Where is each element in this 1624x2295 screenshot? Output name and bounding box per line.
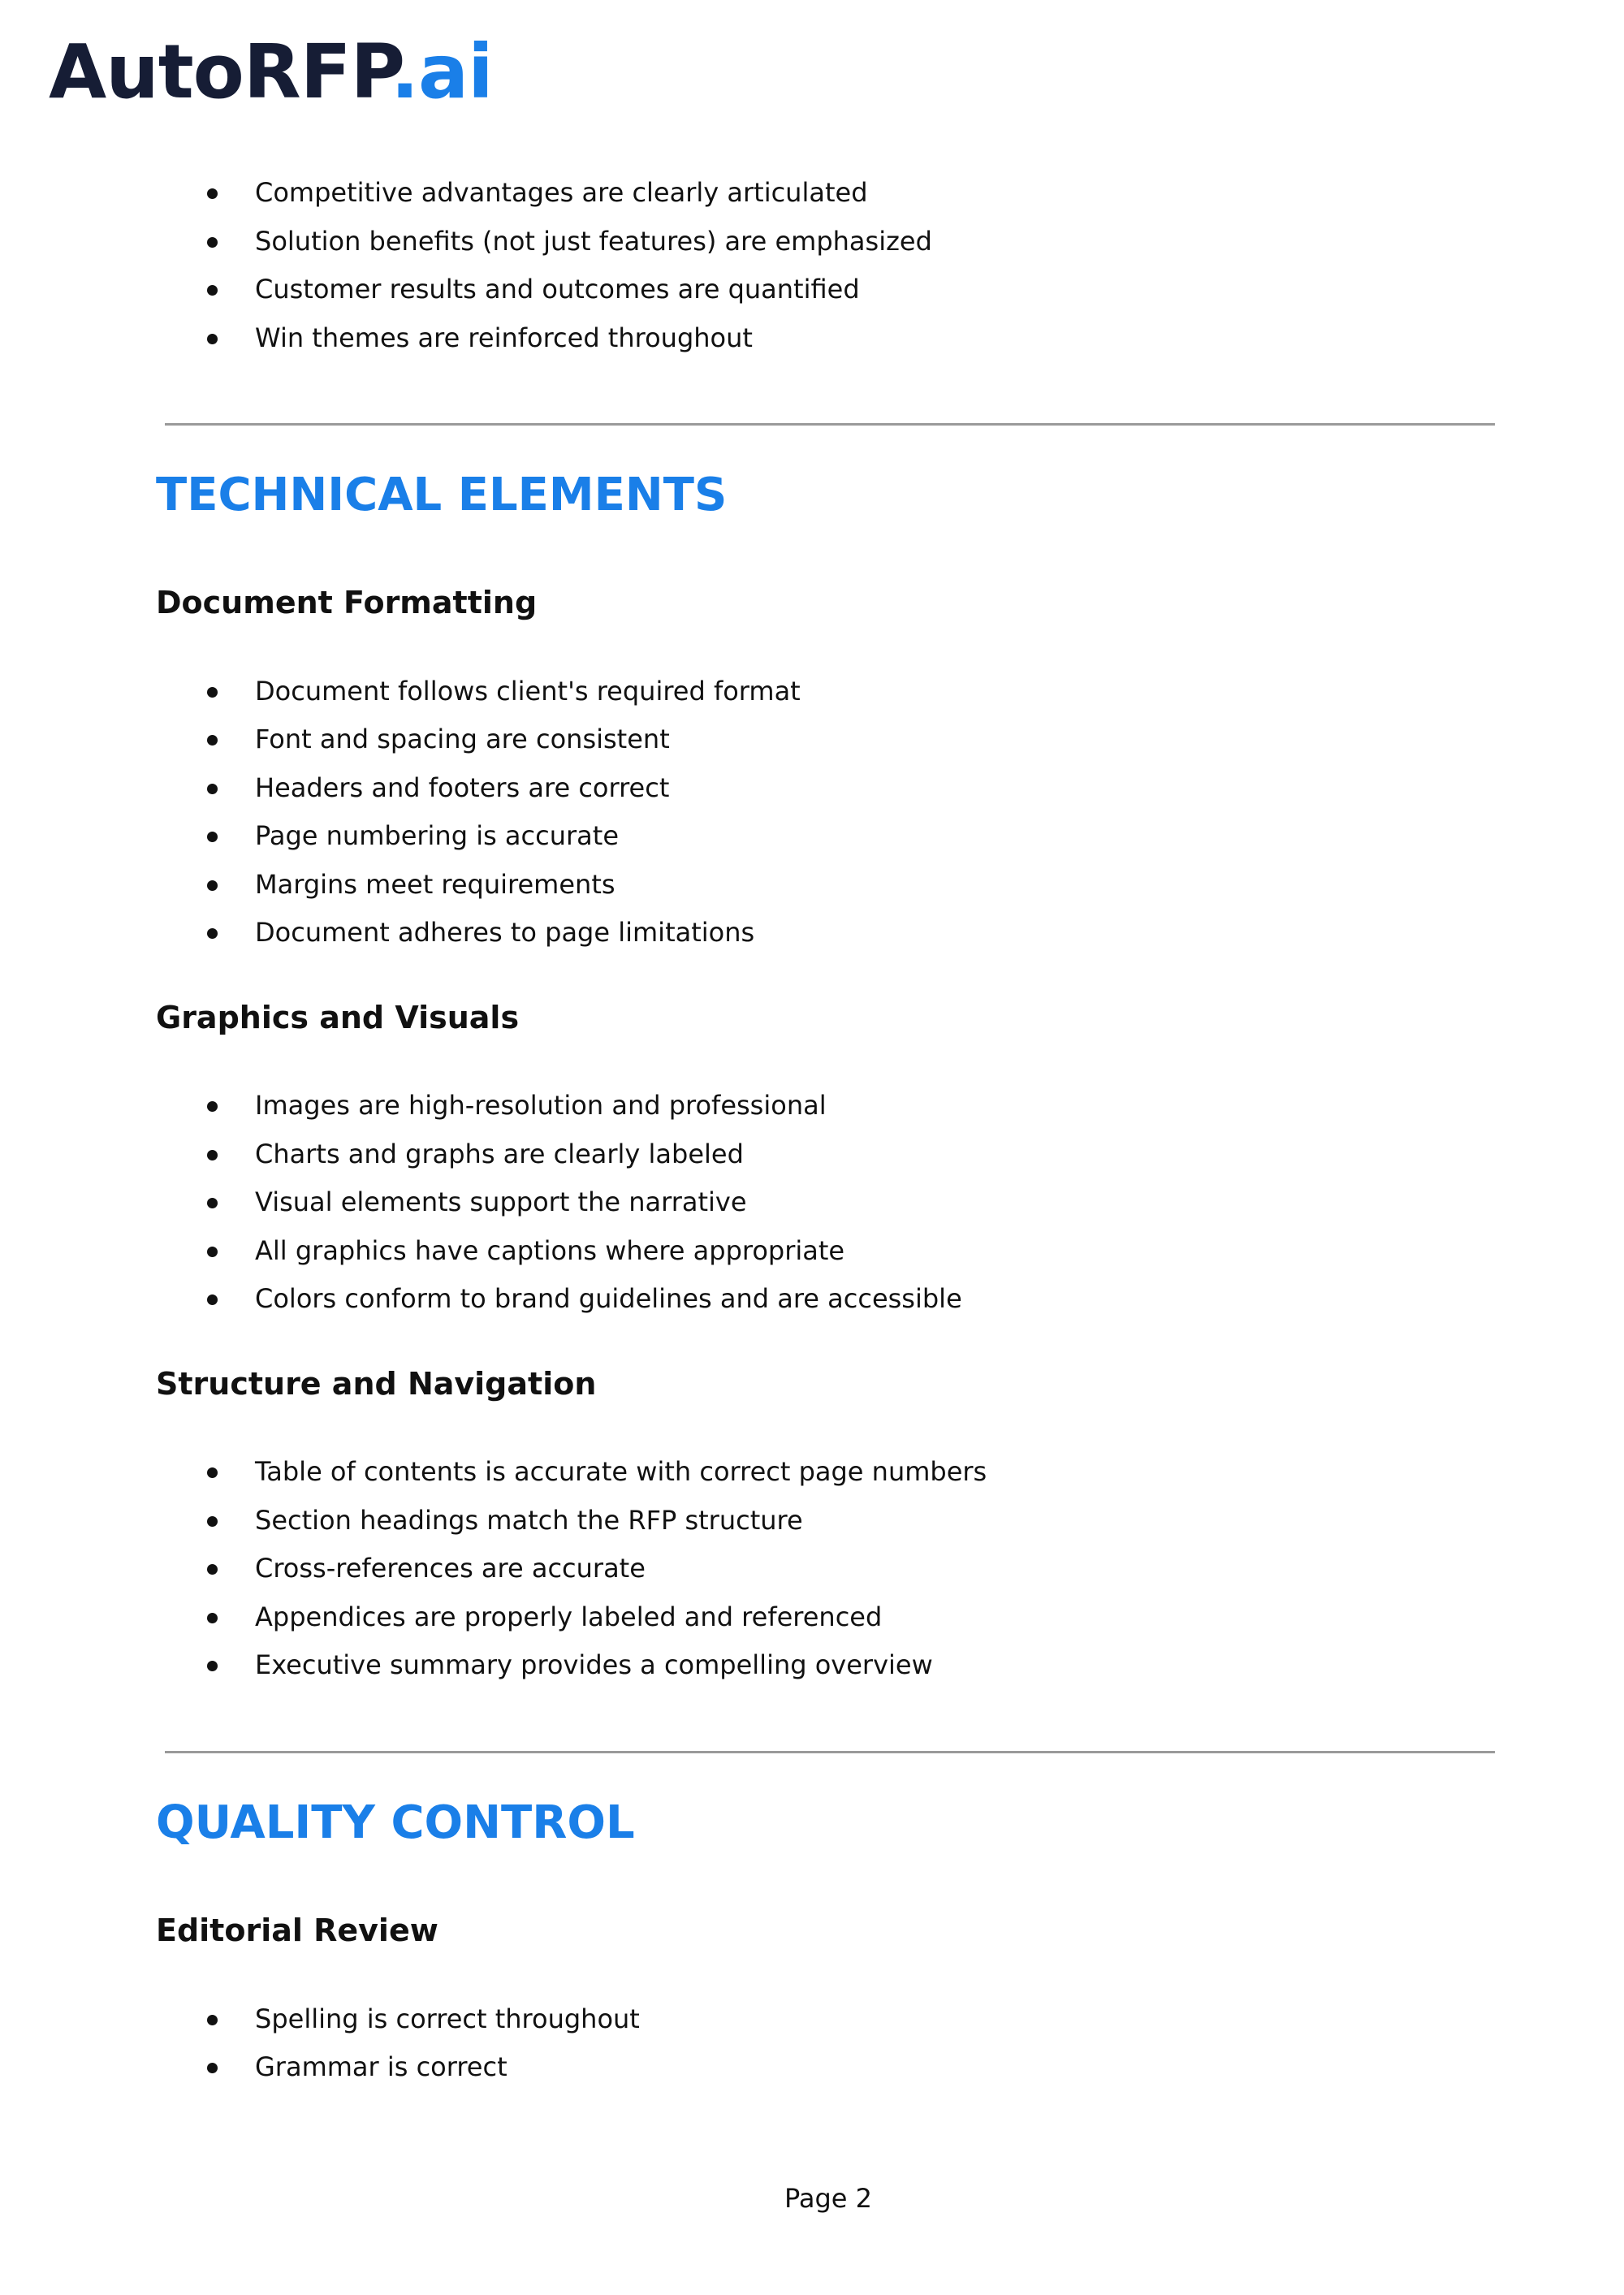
logo-wordmark: AutoRFP	[49, 28, 391, 115]
editorial-bullet-list	[156, 1995, 1496, 2092]
subsection-title-structure: Structure and Navigation	[156, 1365, 597, 1402]
list-item: Document follows client's required format	[156, 668, 1496, 716]
list-item: Font and spacing are consistent	[156, 715, 1496, 764]
section-divider	[165, 423, 1495, 426]
subsection-title-graphics: Graphics and Visuals	[156, 999, 520, 1035]
list-item: Solution benefits (not just features) are emphasized	[156, 218, 1496, 266]
list-item: Margins meet requirements	[156, 861, 1496, 910]
list-item: Executive summary provides a compelling overview	[156, 1641, 1496, 1690]
document-body	[156, 169, 1496, 2092]
graphics-bullet-list	[156, 1082, 1496, 1324]
list-item: Page numbering is accurate	[156, 812, 1496, 861]
list-item: Visual elements support the narrative	[156, 1178, 1496, 1227]
section-divider	[165, 1751, 1495, 1753]
list-item: Grammar is correct	[156, 2043, 1496, 2092]
subsection-title-formatting: Document Formatting	[156, 585, 538, 621]
list-item: Document adheres to page limitations	[156, 909, 1496, 957]
formatting-bullet-list	[156, 668, 1496, 957]
section-title-quality: QUALITY CONTROL	[156, 1796, 635, 1849]
list-item: All graphics have captions where appropriate	[156, 1227, 1496, 1276]
intro-bullet-list	[156, 169, 1496, 362]
list-item: Spelling is correct throughout	[156, 1995, 1496, 2044]
logo-accent: .ai	[391, 28, 493, 115]
list-item: Table of contents is accurate with correct page numbers	[156, 1448, 1496, 1497]
list-item: Customer results and outcomes are quantified	[156, 266, 1496, 314]
list-item: Competitive advantages are clearly articulated	[156, 169, 1496, 218]
structure-bullet-list	[156, 1448, 1496, 1690]
list-item: Win themes are reinforced throughout	[156, 314, 1496, 363]
list-item: Appendices are properly labeled and referenced	[156, 1593, 1496, 1642]
section-title-technical: TECHNICAL ELEMENTS	[156, 469, 728, 521]
brand-logo	[49, 29, 493, 115]
page-number: Page 2	[784, 2183, 872, 2214]
list-item: Headers and footers are correct	[156, 764, 1496, 813]
list-item: Images are high-resolution and professional	[156, 1082, 1496, 1130]
subsection-title-editorial: Editorial Review	[156, 1912, 438, 1949]
list-item: Colors conform to brand guidelines and are accessible	[156, 1275, 1496, 1324]
list-item: Charts and graphs are clearly labeled	[156, 1130, 1496, 1179]
list-item: Section headings match the RFP structure	[156, 1497, 1496, 1545]
list-item: Cross-references are accurate	[156, 1545, 1496, 1593]
